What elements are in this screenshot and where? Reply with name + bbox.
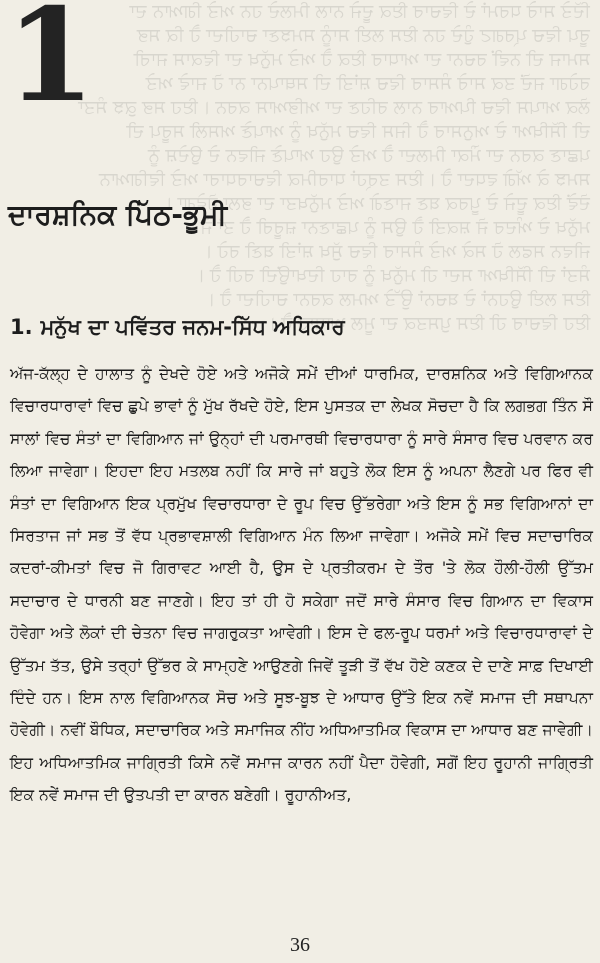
section-number: 1. <box>10 315 33 339</box>
section-title: ਮਨੁੱਖ ਦਾ ਪਵਿੱਤਰ ਜਨਮ-ਸਿੱਧ ਅਧਿਕਾਰ <box>40 315 345 339</box>
chapter-number: 1 <box>6 0 96 131</box>
chapter-title: ਦਾਰਸ਼ਨਿਕ ਪਿੱਠ-ਭੂਮੀ <box>8 198 228 231</box>
section-heading <box>10 312 353 342</box>
page-number: 36 <box>290 934 310 956</box>
body-paragraph: ਅੱਜ-ਕੱਲ੍ਹ ਦੇ ਹਾਲਾਤ ਨੂੰ ਦੇਖਦੇ ਹੋਏ ਅਤੇ ਅਜੋਕੇ ਸਮੇਂ ਦੀਆਂ ਧਾਰਮਿਕ, ਦਾਰਸ਼ਨਿਕ ਅਤੇ ਵਿਗਿਆਨਕ ਵਿਚਾਰਧਾਰਾਵਾਂ ਵਿਚ ਛੁਪੇ ਭਾਵਾਂ ਨੂੰ ਮੁੱਖ ਰੱਖਦੇ ਹੋਏ, ਇਸ ਪੁਸਤਕ ਦਾ ਲੇਖਕ ਸੋਚਦਾ ਹੈ ਕਿ ਲਗਭਗ ਤਿੰਨ ਸੌ ਸਾਲਾਂ ਵਿਚ ਸੰਤਾਂ ਦਾ ਵਿਗਿਆਨ ਜਾਂ ਉਨ੍ਹਾਂ ਦੀ ਪਰਮਾਰਥੀ ਵਿਚਾਰਧਾਰਾ ਨੂੰ ਸਾਰੇ ਸੰਸਾਰ ਵਿਚ ਪਰਵਾਨ ਕਰ ਲਿਆ ਜਾਵੇਗਾ। ਇਹਦਾ ਇਹ ਮਤਲਬ ਨਹੀਂ ਕਿ ਸਾਰੇ ਜਾਂ ਬਹੁਤੇ ਲੋਕ ਇਸ ਨੂੰ ਅਪਨਾ ਲੈਣਗੇ ਪਰ ਫਿਰ ਵੀ ਸੰਤਾਂ ਦਾ ਵਿਗਿਆਨ ਇਕ ਪ੍ਰਮੁੱਖ ਵਿਚਾਰਧਾਰਾ ਦੇ ਰੂਪ ਵਿਚ ਉੱਭਰੇਗਾ ਅਤੇ ਇਸ ਨੂੰ ਸਭ ਵਿਗਿਆਨਾਂ ਦਾ ਸਿਰਤਾਜ ਜਾਂ ਸਭ ਤੋਂ ਵੱਧ ਪ੍ਰਭਾਵਸ਼ਾਲੀ ਵਿਗਿਆਨ ਮੰਨ ਲਿਆ ਜਾਵੇਗਾ। ਅਜੋਕੇ ਸਮੇਂ ਵਿਚ ਸਦਾਚਾਰਿਕ ਕਦਰਾਂ-ਕੀਮਤਾਂ ਵਿਚ ਜੋ ਗਿਰਾਵਟ ਆਈ ਹੈ, ਉਸ ਦੇ ਪ੍ਰਤੀਕਰਮ ਦੇ ਤੌਰ 'ਤੇ ਲੋਕ ਹੌਲੀ-ਹੌਲੀ ਉੱਤਮ ਸਦਾਚਾਰ ਦੇ ਧਾਰਨੀ ਬਣ ਜਾਣਗੇ। ਇਹ ਤਾਂ ਹੀ ਹੋ ਸਕੇਗਾ ਜਦੋਂ ਸਾਰੇ ਸੰਸਾਰ ਵਿਚ ਗਿਆਨ ਦਾ ਵਿਕਾਸ ਹੋਵੇਗਾ ਅਤੇ ਲੋਕਾਂ ਦੀ ਚੇਤਨਾ ਵਿਚ ਜਾਗਰੁਕਤਾ ਆਵੇਗੀ। ਇਸ ਦੇ ਫਲ-ਰੂਪ ਧਰਮਾਂ ਅਤੇ ਵਿਚਾਰਧਾਰਾਵਾਂ ਦੇ ਉੱਤਮ ਤੱਤ, ਉਸੇ ਤਰ੍ਹਾਂ ਉੱਭਰ ਕੇ ਸਾਮ੍ਹਣੇ ਆਉਣਗੇ ਜਿਵੇਂ ਤੂੜੀ ਤੋਂ ਵੱਖ ਹੋਏ ਕਣਕ ਦੇ ਦਾਣੇ ਸਾਫ਼ ਦਿਖਾਈ ਦਿੰਦੇ ਹਨ। ਇਸ ਨਾਲ ਵਿਗਿਆਨਕ ਸੋਚ ਅਤੇ ਸੂਝ-ਬੂਝ ਦੇ ਆਧਾਰ ਉੱਤੇ ਇਕ ਨਵੇਂ ਸਮਾਜ ਦੀ ਸਥਾਪਨਾ ਹੋਵੇਗੀ। ਨਵੀਂ ਬੌਧਿਕ, ਸਦਾਚਾਰਿਕ ਅਤੇ ਸਮਾਜਿਕ ਨੀਂਹ ਅਧਿਆਤਮਿਕ ਵਿਕਾਸ ਦਾ ਆਧਾਰ ਬਣ ਜਾਵੇਗੀ। ਇਹ ਅਧਿਆਤਮਿਕ ਜਾਗ੍ਰਿਤੀ ਕਿਸੇ ਨਵੇਂ ਸਮਾਜ ਕਾਰਨ ਨਹੀਂ ਪੈਦਾ ਹੋਵੇਗੀ, ਸਗੋਂ ਇਹ ਰੂਹਾਨੀ ਜਾਗ੍ਰਿਤੀ ਇਕ ਨਵੇਂ ਸਮਾਜ ਦੀ ਉਤਪਤੀ ਦਾ ਕਾਰਨ ਬਣੇਗੀ। ਰੂਹਾਨੀਅਤ, <box>10 365 593 805</box>
show-through-text: ਦਿੱਤੇ ਸਾਰੇ ਧਰਮਾਂ ਦੇ ਵਿਚਾਰ ਇਕ ਦੂਜੇ ਨਾਲ ਮਿਲਦੇ ਹਨ ਅਤੇ ਗਿਆਨ ਦਾ ਰੂਪ ਵਿਚ ਪ੍ਰਗਟ ਹੁੰਦੇ ਹਨ ਇਸ ਲਈ ਸਾਨੂੰ ਸਮਝਣਾ ਚਾਹੀਦਾ ਹੈ ਕਿ ਸਭ ਸਮਾਜ ਦੀ ਨਵੀਂ ਰਚਨਾ ਦਾ ਆਧਾਰ ਇਕ ਹੈ ਅਤੇ ਮਨੁੱਖ ਦਾ ਵਿਕਾਸ ਜਾਰੀ ਰਹੇਗਾ ਜਦੋਂ ਤਕ ਸਾਰੇ ਸੰਸਾਰ ਵਿਚ ਸ਼ਾਂਤੀ ਦੀ ਸਥਾਪਨਾ ਨਾ ਹੋ ਜਾਵੇ ਅਤੇ ਲੋਕ ਆਪਸ ਵਿਚ ਪਿਆਰ ਨਾਲ ਰਹਿਣ ਦਾ ਅਭਿਆਸ ਕਰਨ। ਇਹ ਸਭ ਕੁਝ ਸੰਤਾਂ ਦੀ ਸਿੱਖਿਆ ਦੇ ਅਨੁਸਾਰ ਹੈ ਜਿਸ ਵਿਚ ਮਨੁੱਖ ਨੂੰ ਆਪਣੇ ਅਸਲੀ ਸਰੂਪ ਦੀ ਪਛਾਣ ਕਰਨ ਦਾ ਮੌਕਾ ਮਿਲਦਾ ਹੈ ਅਤੇ ਉਹ ਆਪਣੇ ਜੀਵਨ ਦੇ ਉਦੇਸ਼ ਨੂੰ ਸਮਝ ਕੇ ਅੱਗੇ ਵਧਦਾ ਹੈ। ਇਸ ਤਰ੍ਹਾਂ ਧਾਰਮਿਕ ਵਿਚਾਰਧਾਰਾ ਅਤੇ ਵਿਗਿਆਨ ਦੋਵੇਂ ਇਕ ਦੂਜੇ ਦੇ ਪੂਰਕ ਬਣ ਜਾਣਗੇ ਅਤੇ ਮਨੁੱਖਤਾ ਦਾ ਭਲਾ ਹੋਵੇਗਾ। ਮਨੁੱਖ ਦੇ ਅੰਦਰ ਜੋ ਸ਼ਕਤੀ ਹੈ ਉਸ ਨੂੰ ਪਛਾਣਨਾ ਜ਼ਰੂਰੀ ਹੈ ਤਾਂ ਜੋ ਜੀਵਨ ਸਫਲ ਹੋ ਸਕੇ ਅਤੇ ਸੰਸਾਰ ਵਿਚ ਸੁੱਖ ਸ਼ਾਂਤੀ ਬਣੀ ਰਹੇ। ਸੰਤਾਂ ਦੀ ਸਿੱਖਿਆ ਸਦਾ ਹੀ ਮਨੁੱਖ ਨੂੰ ਰਾਹ ਦਿਖਾਉਂਦੀ ਰਹੀ ਹੈ। ਇਸ ਲਈ ਉਹਨਾਂ ਦੇ ਬਚਨਾਂ ਉੱਤੇ ਅਮਲ ਕਰਨਾ ਚਾਹੀਦਾ ਹੈ। ਇਹ ਵਿਚਾਰ ਹੀ ਇਸ ਪੁਸਤਕ ਦਾ ਮੂਲ ਆਧਾਰ ਹੈ। <box>78 1 590 334</box>
